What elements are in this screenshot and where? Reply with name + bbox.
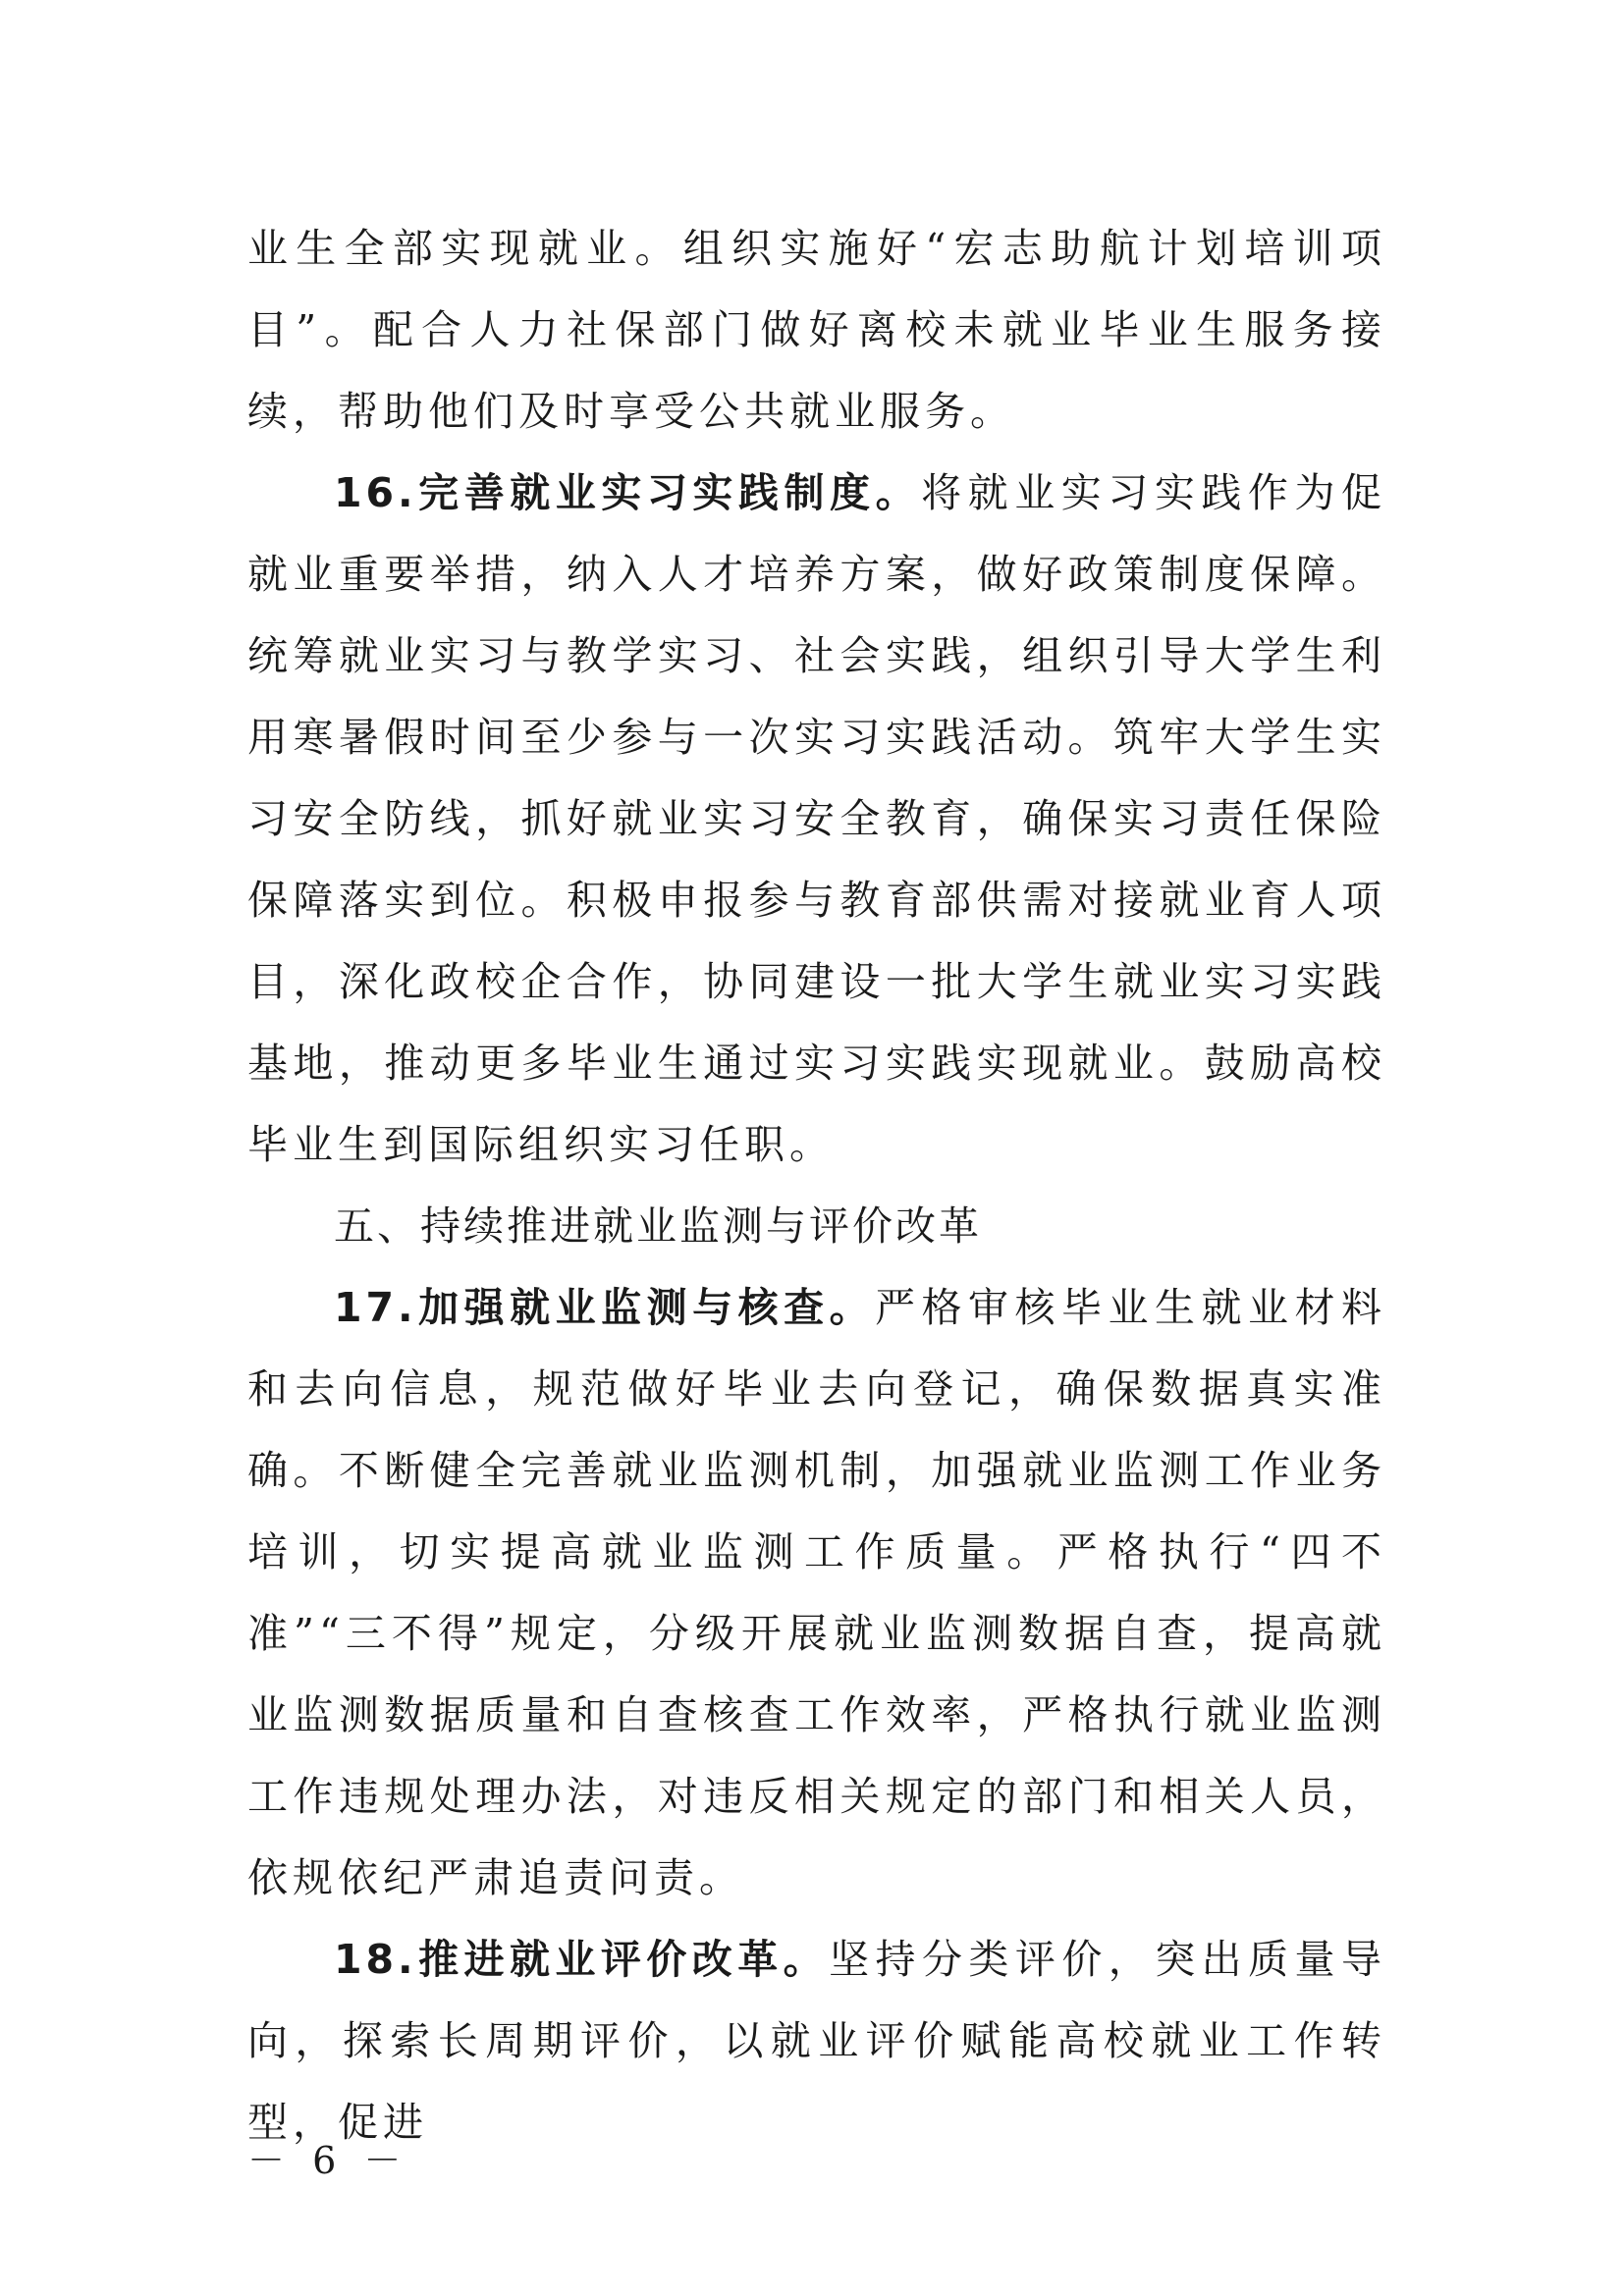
paragraph-item-17	[247, 1267, 1386, 1919]
paragraph-lead-heading: 16.完善就业实习实践制度。	[334, 469, 922, 516]
document-body	[247, 208, 1386, 2163]
paragraph-lead-heading: 17.加强就业监测与核查。	[334, 1284, 876, 1331]
paragraph-item-18	[247, 1919, 1386, 2163]
paragraph-item-16	[247, 453, 1386, 1186]
paragraph-text: 严格审核毕业生就业材料和去向信息，规范做好毕业去向登记，确保数据真实准确。不断健全完善就业监测机制，加强就业监测工作业务培训，切实提高就业监测工作质量。严格执行“四不准”“三不得”规定，分级开展就业监测数据自查，提高就业监测数据质量和自查核查工作效率，严格执行就业监测工作违规处理办法，对违反相关规定的部门和相关人员，依规依纪严肃追责问责。	[247, 1284, 1386, 1901]
paragraph-lead-heading: 18.推进就业评价改革。	[334, 1936, 830, 1983]
paragraph-text: 将就业实习实践作为促就业重要举措，纳入人才培养方案，做好政策制度保障。统筹就业实习与教学实习、社会实践，组织引导大学生利用寒暑假时间至少参与一次实习实践活动。筑牢大学生实习安全防线，抓好就业实习安全教育，确保实习责任保险保障落实到位。积极申报参与教育部供需对接就业育人项目，深化政校企合作，协同建设一批大学生就业实习实践基地，推动更多毕业生通过实习实践实现就业。鼓励高校毕业生到国际组织实习任职。	[247, 469, 1386, 1168]
paragraph-text: 业生全部实现就业。组织实施好“宏志助航计划培训项目”。配合人力社保部门做好离校未就业毕业生服务接续，帮助他们及时享受公共就业服务。	[247, 225, 1386, 435]
page-number: － 6 －	[247, 2139, 409, 2182]
paragraph-text: 坚持分类评价，突出质量导向，探索长周期评价，以就业评价赋能高校就业工作转型，促进	[247, 1936, 1386, 2146]
paragraph-continuation	[247, 208, 1386, 453]
section-heading: 五、持续推进就业监测与评价改革	[334, 1202, 982, 1250]
